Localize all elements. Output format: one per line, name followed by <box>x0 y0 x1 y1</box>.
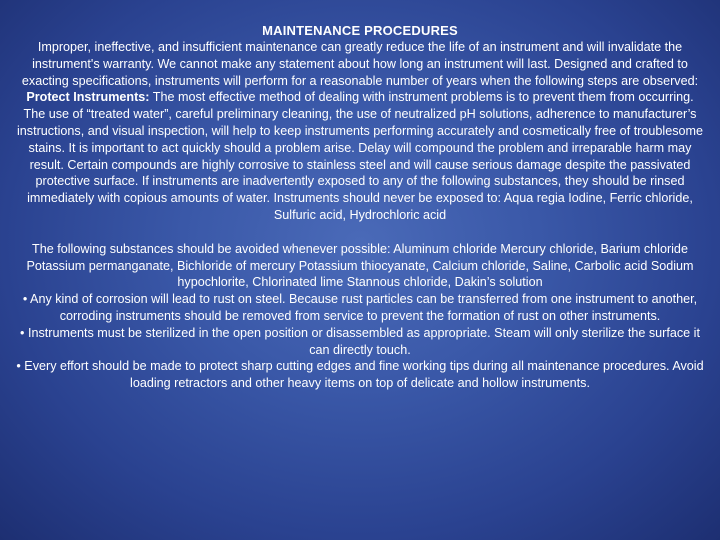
protect-paragraph <box>14 89 706 223</box>
bullet-sterilize: • Instruments must be sterilized in the open position or disassembled as appropriate. Steam will only sterilize the surface it can directly touch. <box>20 325 700 357</box>
protect-body: The most effective method of dealing with instrument problems is to prevent them from occurring. The use of “treated water”, careful preliminary cleaning, the use of neutralized pH solutions, adherence to manufacturer’s instructions, and visual inspection, will help to keep instruments performing accurately and cosmetically free of troublesome stains. It is important to act quickly should a problem arise. Delay will compound the problem and irreparable harm may result. Certain compounds are highly corrosive to stainless steel and will cause serious damage despite the passivated protective surface. If instruments are inadvertently exposed to any of the following substances, they should be rinsed immediately with copious amounts of water. Instruments should never be exposed to: Aqua regia Iodine, Ferric chloride, Sulfuric acid, Hydrochloric acid <box>17 90 703 222</box>
avoid-paragraph: The following substances should be avoided whenever possible: Aluminum chloride Mercury chloride, Barium chloride Potassium permanganate, Bichloride of mercury Potassium thiocyanate, Calcium chloride, Saline, Carbolic acid Sodium hypochlorite, Chlorinated lime Stannous chloride, Dakin’s solution <box>26 241 694 290</box>
bullet-protect-edges: • Every effort should be made to protect sharp cutting edges and fine working tips during all maintenance procedures. Avoid loading retractors and other heavy items on top of delicate and hollow instruments. <box>16 359 704 391</box>
intro-paragraph: Improper, ineffective, and insufficient maintenance can greatly reduce the life of an instrument and will invalidate the instrument's warranty. We cannot make any statement about how long an instrument will last. Designed and crafted to exacting specifications, instruments will perform for a reasonable number of years when the following steps are observed: <box>21 40 699 88</box>
paragraph-spacer <box>14 224 706 241</box>
protect-heading: Protect Instruments: <box>26 90 150 105</box>
page-title: MAINTENANCE PROCEDURES <box>262 23 458 38</box>
bullet-corrosion: • Any kind of corrosion will lead to rust on steel. Because rust particles can be transferred from one instrument to another, corroding instruments should be removed from service to prevent the formation of rust on other instruments. <box>22 292 698 323</box>
